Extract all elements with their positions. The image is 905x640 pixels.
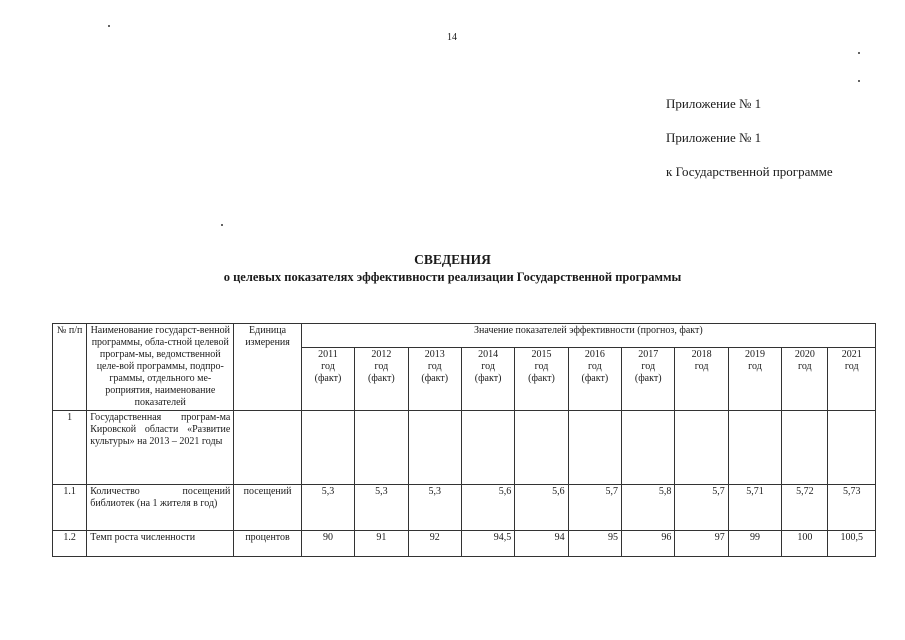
header-year-note: (факт) bbox=[368, 373, 395, 385]
header-year-year: 2021 bbox=[841, 349, 862, 361]
appendix-line-1: Приложение № 1 bbox=[666, 96, 762, 111]
row-value: 94 bbox=[515, 531, 568, 557]
header-year-suffix: год bbox=[797, 361, 812, 373]
header-year bbox=[728, 348, 781, 411]
row-value bbox=[828, 411, 876, 485]
row-value: 5,3 bbox=[355, 485, 408, 531]
header-year-suffix: год bbox=[641, 361, 656, 373]
header-year bbox=[408, 348, 461, 411]
row-value: 5,7 bbox=[568, 485, 621, 531]
row-value: 95 bbox=[568, 531, 621, 557]
document-subtitle: о целевых показателях эффективности реализации Государственной программы bbox=[223, 270, 682, 284]
table-header-row bbox=[53, 324, 876, 348]
header-year bbox=[828, 348, 876, 411]
header-year-suffix: год bbox=[534, 361, 549, 373]
row-value: 5,71 bbox=[728, 485, 781, 531]
row-name bbox=[87, 531, 234, 557]
header-year-suffix: год bbox=[321, 361, 335, 373]
header-year bbox=[515, 348, 568, 411]
scan-speck bbox=[858, 52, 860, 54]
row-num: 1.1 bbox=[53, 485, 87, 531]
header-year-year: 2017 bbox=[638, 349, 659, 361]
header-year-year: 2013 bbox=[424, 349, 445, 361]
header-year-suffix: год bbox=[481, 361, 495, 373]
header-year-year: 2016 bbox=[584, 349, 605, 361]
header-name: Наименование государст-венной программы, обла-стной целевой програм-мы, ведомственной целе-вой программы, подпро-граммы, отдельного ме-роприятия, наименование показателей bbox=[87, 324, 234, 411]
row-value: 5,6 bbox=[461, 485, 514, 531]
header-year-suffix: год bbox=[427, 361, 442, 373]
header-year-note: (факт) bbox=[421, 373, 449, 385]
row-value: 100 bbox=[782, 531, 828, 557]
row-unit: процентов bbox=[234, 531, 301, 557]
page-number: 14 bbox=[447, 32, 457, 43]
row-value: 5,7 bbox=[675, 485, 728, 531]
header-year-note: (факт) bbox=[581, 373, 609, 385]
header-year bbox=[622, 348, 675, 411]
row-value bbox=[622, 411, 675, 485]
document-title: СВЕДЕНИЯ bbox=[414, 252, 491, 267]
row-value: 99 bbox=[728, 531, 781, 557]
row-name: Государственная програм-ма Кировской области «Развитие культуры» на 2013 – 2021 годы bbox=[87, 411, 234, 485]
header-year-note: (факт) bbox=[528, 373, 555, 385]
row-unit bbox=[234, 411, 301, 485]
header-unit: Единица измерения bbox=[234, 324, 301, 411]
header-year-year: 2014 bbox=[478, 349, 499, 361]
header-year bbox=[568, 348, 621, 411]
appendix-line-3: к Государственной программе bbox=[666, 164, 833, 179]
header-year bbox=[461, 348, 514, 411]
header-year-suffix: год bbox=[588, 361, 602, 373]
row-value bbox=[301, 411, 354, 485]
row-value bbox=[728, 411, 781, 485]
header-year-note: (факт) bbox=[474, 373, 502, 385]
row-value bbox=[568, 411, 621, 485]
row-value: 5,6 bbox=[515, 485, 568, 531]
header-year-note: (факт) bbox=[634, 373, 662, 385]
table-row bbox=[53, 531, 876, 557]
scan-speck bbox=[108, 25, 110, 27]
header-year-suffix: год bbox=[844, 361, 859, 373]
header-year-year: 2011 bbox=[318, 349, 338, 361]
row-value: 5,73 bbox=[828, 485, 876, 531]
header-year-year: 2012 bbox=[371, 349, 392, 361]
row-value bbox=[515, 411, 568, 485]
scan-speck bbox=[858, 80, 860, 82]
table-row bbox=[53, 485, 876, 531]
row-value: 5,3 bbox=[301, 485, 354, 531]
table-body bbox=[53, 411, 876, 557]
header-num: № п/п bbox=[53, 324, 87, 411]
header-year bbox=[301, 348, 354, 411]
header-year bbox=[675, 348, 728, 411]
scan-speck bbox=[221, 224, 223, 226]
appendix-line-2: Приложение № 1 bbox=[666, 130, 762, 145]
row-value: 92 bbox=[408, 531, 461, 557]
row-unit: посещений bbox=[234, 485, 301, 531]
header-year bbox=[782, 348, 828, 411]
header-values-group: Значение показателей эффективности (прогноз, факт) bbox=[301, 324, 875, 348]
header-year-year: 2018 bbox=[691, 349, 712, 361]
row-value: 96 bbox=[622, 531, 675, 557]
row-num: 1 bbox=[53, 411, 87, 485]
row-value bbox=[675, 411, 728, 485]
indicators-table bbox=[52, 323, 876, 557]
row-name-text: Темп роста численности bbox=[90, 532, 196, 543]
header-year-suffix: год bbox=[748, 361, 762, 373]
row-value bbox=[782, 411, 828, 485]
row-value: 94,5 bbox=[461, 531, 514, 557]
table-row bbox=[53, 411, 876, 485]
row-value: 90 bbox=[301, 531, 354, 557]
header-year-suffix: год bbox=[374, 361, 389, 373]
header-year-note: (факт) bbox=[314, 373, 342, 385]
header-year-year: 2020 bbox=[794, 349, 815, 361]
row-value bbox=[461, 411, 514, 485]
row-value: 5,72 bbox=[782, 485, 828, 531]
row-num: 1.2 bbox=[53, 531, 87, 557]
row-value: 5,3 bbox=[408, 485, 461, 531]
row-value: 5,8 bbox=[622, 485, 675, 531]
row-name: Количество посещений библиотек (на 1 жителя в год) bbox=[87, 485, 234, 531]
header-year bbox=[355, 348, 408, 411]
row-value: 91 bbox=[355, 531, 408, 557]
row-value: 100,5 bbox=[828, 531, 876, 557]
row-value bbox=[408, 411, 461, 485]
row-value bbox=[355, 411, 408, 485]
header-year-year: 2019 bbox=[744, 349, 765, 361]
header-year-suffix: год bbox=[694, 361, 709, 373]
row-value: 97 bbox=[675, 531, 728, 557]
header-year-year: 2015 bbox=[531, 349, 552, 361]
